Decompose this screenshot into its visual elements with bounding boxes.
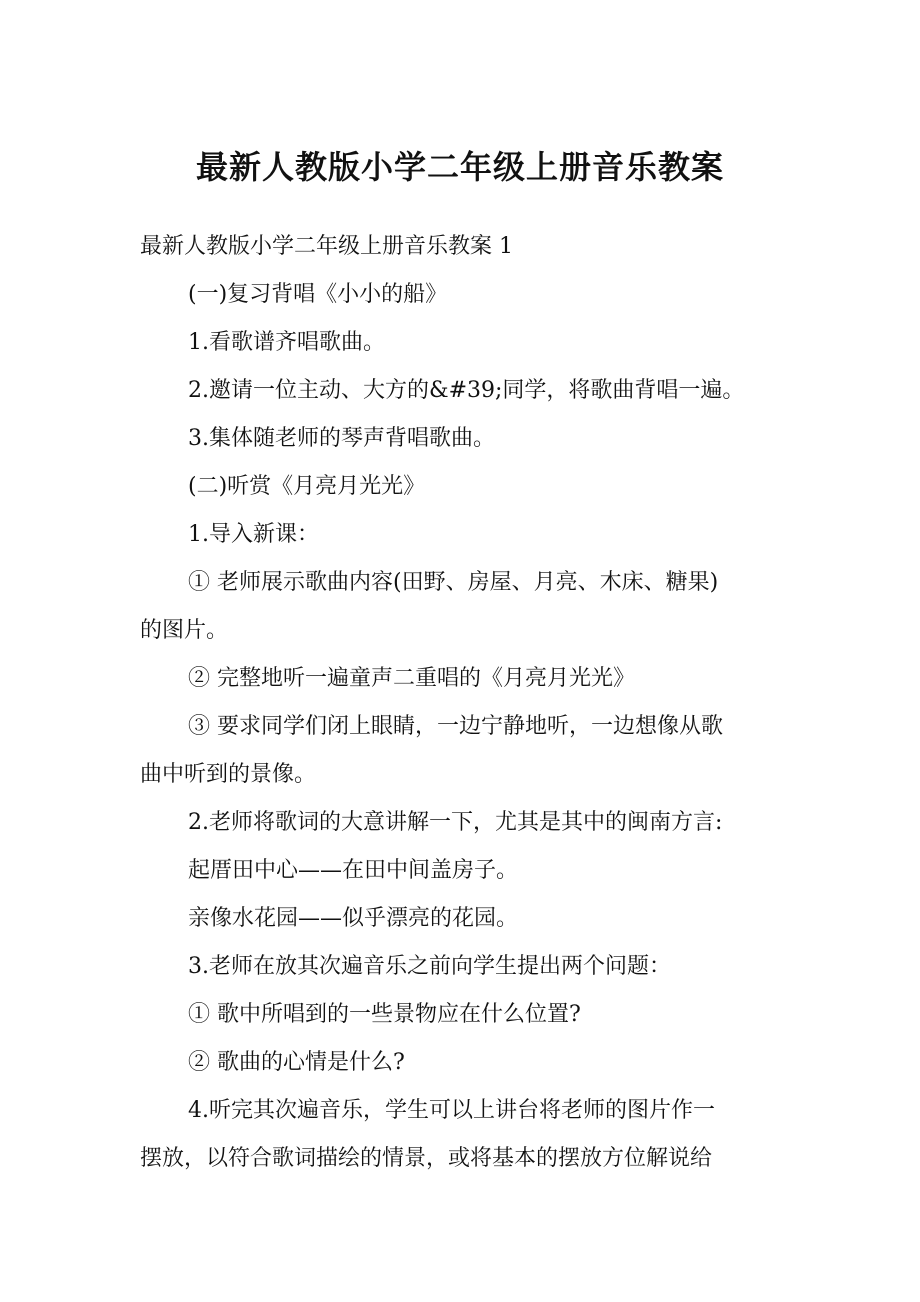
paragraph-line: (二)听赏《月亮月光光》	[188, 474, 426, 499]
paragraph-line: ② 完整地听一遍童声二重唱的《月亮月光光》	[188, 666, 635, 691]
paragraph-line: ③ 要求同学们闭上眼睛，一边宁静地听，一边想像从歌	[188, 714, 723, 739]
paragraph-line: 的图片。	[140, 618, 229, 643]
paragraph-line: ① 歌中所唱到的一些景物应在什么位置?	[188, 1002, 581, 1027]
paragraph-line: ② 歌曲的心情是什么?	[188, 1050, 405, 1075]
paragraph-line: 3.老师在放其次遍音乐之前向学生提出两个问题：	[188, 954, 671, 979]
paragraph-line: ① 老师展示歌曲内容(田野、房屋、月亮、木床、糖果)	[188, 570, 719, 595]
paragraph-line: 1.看歌谱齐唱歌曲。	[188, 330, 385, 355]
paragraph-line: 2.老师将歌词的大意讲解一下，尤其是其中的闽南方言:	[188, 810, 723, 835]
paragraph-line: 起厝田中心——在田中间盖房子。	[188, 858, 519, 883]
paragraph-line: 2.邀请一位主动、大方的&#39;同学，将歌曲背唱一遍。	[188, 378, 745, 403]
paragraph-line: 3.集体随老师的琴声背唱歌曲。	[188, 426, 495, 451]
paragraph-line: 4.听完其次遍音乐，学生可以上讲台将老师的图片作一	[188, 1098, 715, 1123]
document-title: 最新人教版小学二年级上册音乐教案	[195, 148, 724, 186]
section-heading: 最新人教版小学二年级上册音乐教案 1	[140, 234, 513, 259]
paragraph-line: 亲像水花园——似乎漂亮的花园。	[188, 906, 519, 931]
paragraph-line: 摆放，以符合歌词描绘的情景，或将基本的摆放方位解说给	[140, 1146, 713, 1171]
paragraph-line: 1.导入新课：	[188, 522, 319, 547]
paragraph-line: 曲中听到的景像。	[140, 762, 317, 787]
paragraph-line: (一)复习背唱《小小的船》	[188, 282, 448, 307]
